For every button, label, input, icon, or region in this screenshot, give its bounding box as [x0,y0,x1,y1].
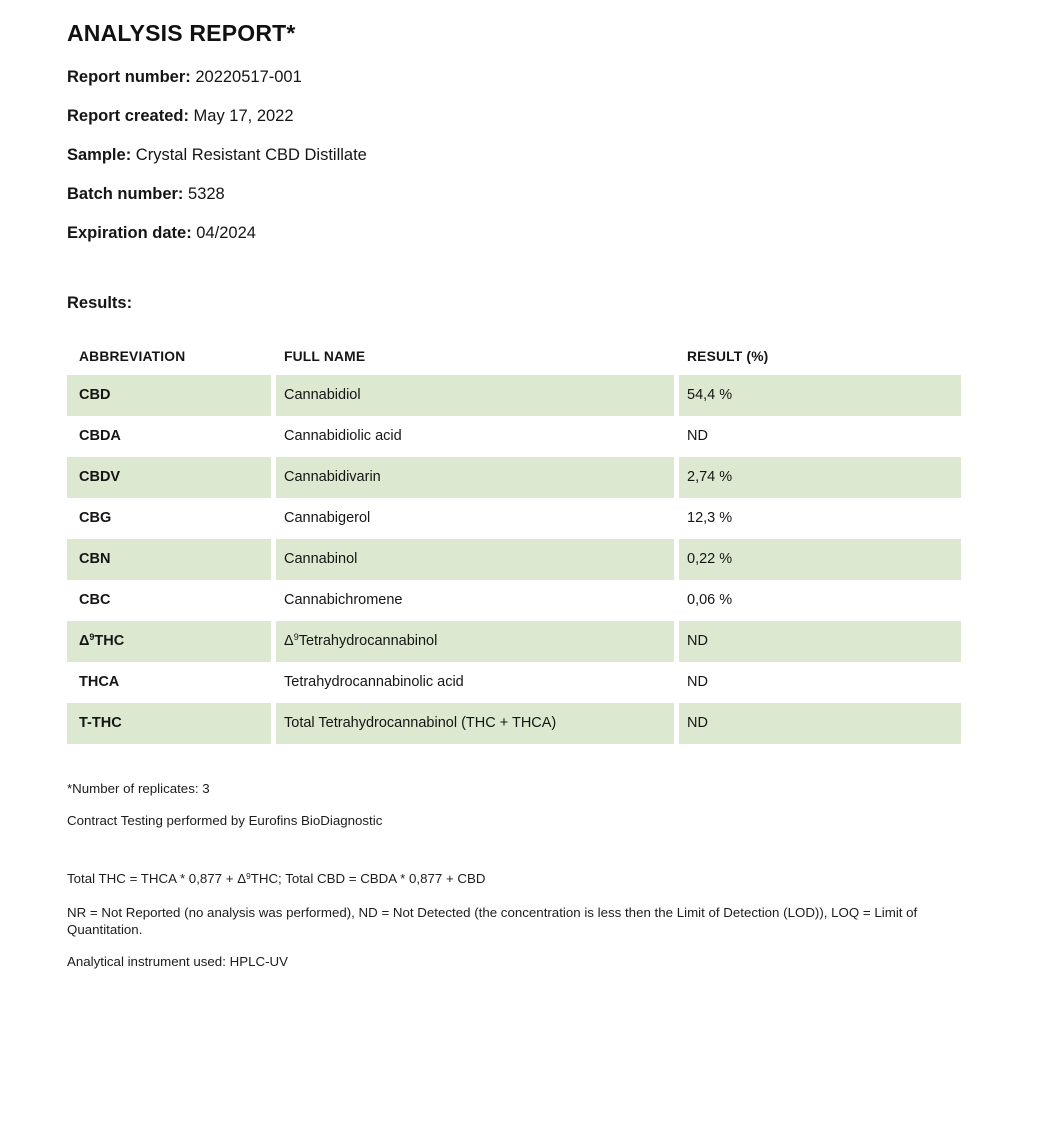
table-header-row [67,337,961,375]
meta-value: 20220517-001 [195,68,302,86]
cell-result: ND [679,703,961,744]
cell-full-name: Δ 9 Tetrahydrocannabinol [276,621,674,662]
cell-full-name: Cannabichromene [284,592,403,608]
column-header-abbreviation: ABBREVIATION [79,348,186,364]
column-header-result: RESULT (%) [687,348,769,364]
cell-abbreviation: THCA [79,674,120,690]
table-row-cbdv [67,457,961,498]
footnote-total-formula: Total THC = THCA * $0,877 + \Delta^9THC$; Total CBD = CBDA * 0,877 + CBD [67,871,486,886]
cell-full-name: Cannabidivarin [276,457,674,498]
meta-value: May 17, 2022 [193,107,294,125]
column-header-full-name: FULL NAME [284,348,366,364]
meta-sample [67,146,1042,165]
cell-abbreviation: CBG [79,510,112,526]
footnote-abbreviation-definitions: NR = Not Reported (no analysis was performed), ND = Not Detected (the concentration is less then the Limit of Detection (LOD)), LOQ = Limit of Quantitation. [67,905,918,937]
cell-full-name: Cannabidiolic acid [284,428,402,444]
table-row-thca [67,662,961,703]
table-row-tthc [67,703,961,744]
table-row-cbda [67,416,961,457]
cell-abbreviation: CBDA [79,428,121,444]
report-title: ANALYSIS REPORT* [67,20,296,46]
cell-abbreviation: T-THC [67,703,271,744]
footnote-contract-testing: Contract Testing performed by Eurofins BioDiagnostic [67,813,383,828]
cell-result: ND [687,428,708,444]
cell-result: 0,22 % [679,539,961,580]
meta-label: Report number: [67,68,191,86]
meta-batch-number [67,185,1042,204]
cell-abbreviation: CBD [67,375,271,416]
meta-label: Batch number: [67,185,184,203]
cell-full-name: Cannabinol [276,539,674,580]
meta-value: Crystal Resistant CBD Distillate [135,146,367,164]
cell-result: ND [687,674,708,690]
footnote-replicates: *Number of replicates: 3 [67,781,210,796]
meta-label: Sample: [67,146,132,164]
report-meta-block [67,68,1042,243]
table-row-cbn [67,539,961,580]
results-table [67,337,961,744]
cell-result: ND [679,621,961,662]
table-row-cbc [67,580,961,621]
table-row-delta9thc [67,621,961,662]
cell-result: 0,06 % [687,592,733,608]
superscript-9: 9 [246,872,251,882]
footnotes-block [67,780,951,970]
cell-abbreviation: CBN [67,539,271,580]
cell-abbreviation: CBDV [67,457,271,498]
meta-value: 5328 [188,185,225,203]
meta-label: Expiration date: [67,224,192,242]
table-row-cbg [67,498,961,539]
cell-full-name: Cannabigerol [284,510,371,526]
meta-report-number [67,68,1042,87]
meta-value: 04/2024 [196,224,256,242]
superscript-9: 9 [89,631,95,642]
cell-result: 2,74 % [679,457,961,498]
cell-abbreviation: CBC [79,592,111,608]
cell-full-name: Tetrahydrocannabinolic acid [284,674,464,690]
meta-expiration-date [67,224,1042,243]
meta-report-created [67,107,1042,126]
cell-result: 12,3 % [687,510,733,526]
superscript-9: 9 [293,631,299,642]
footnote-instrument: Analytical instrument used: HPLC-UV [67,954,288,969]
cell-result: 54,4 % [679,375,961,416]
cell-full-name: Total Tetrahydrocannabinol (THC + THCA) [276,703,674,744]
results-heading: Results: [67,294,133,312]
cell-full-name: Cannabidiol [276,375,674,416]
meta-label: Report created: [67,107,189,125]
table-row-cbd [67,375,961,416]
cell-abbreviation: Δ 9 THC [67,621,271,662]
